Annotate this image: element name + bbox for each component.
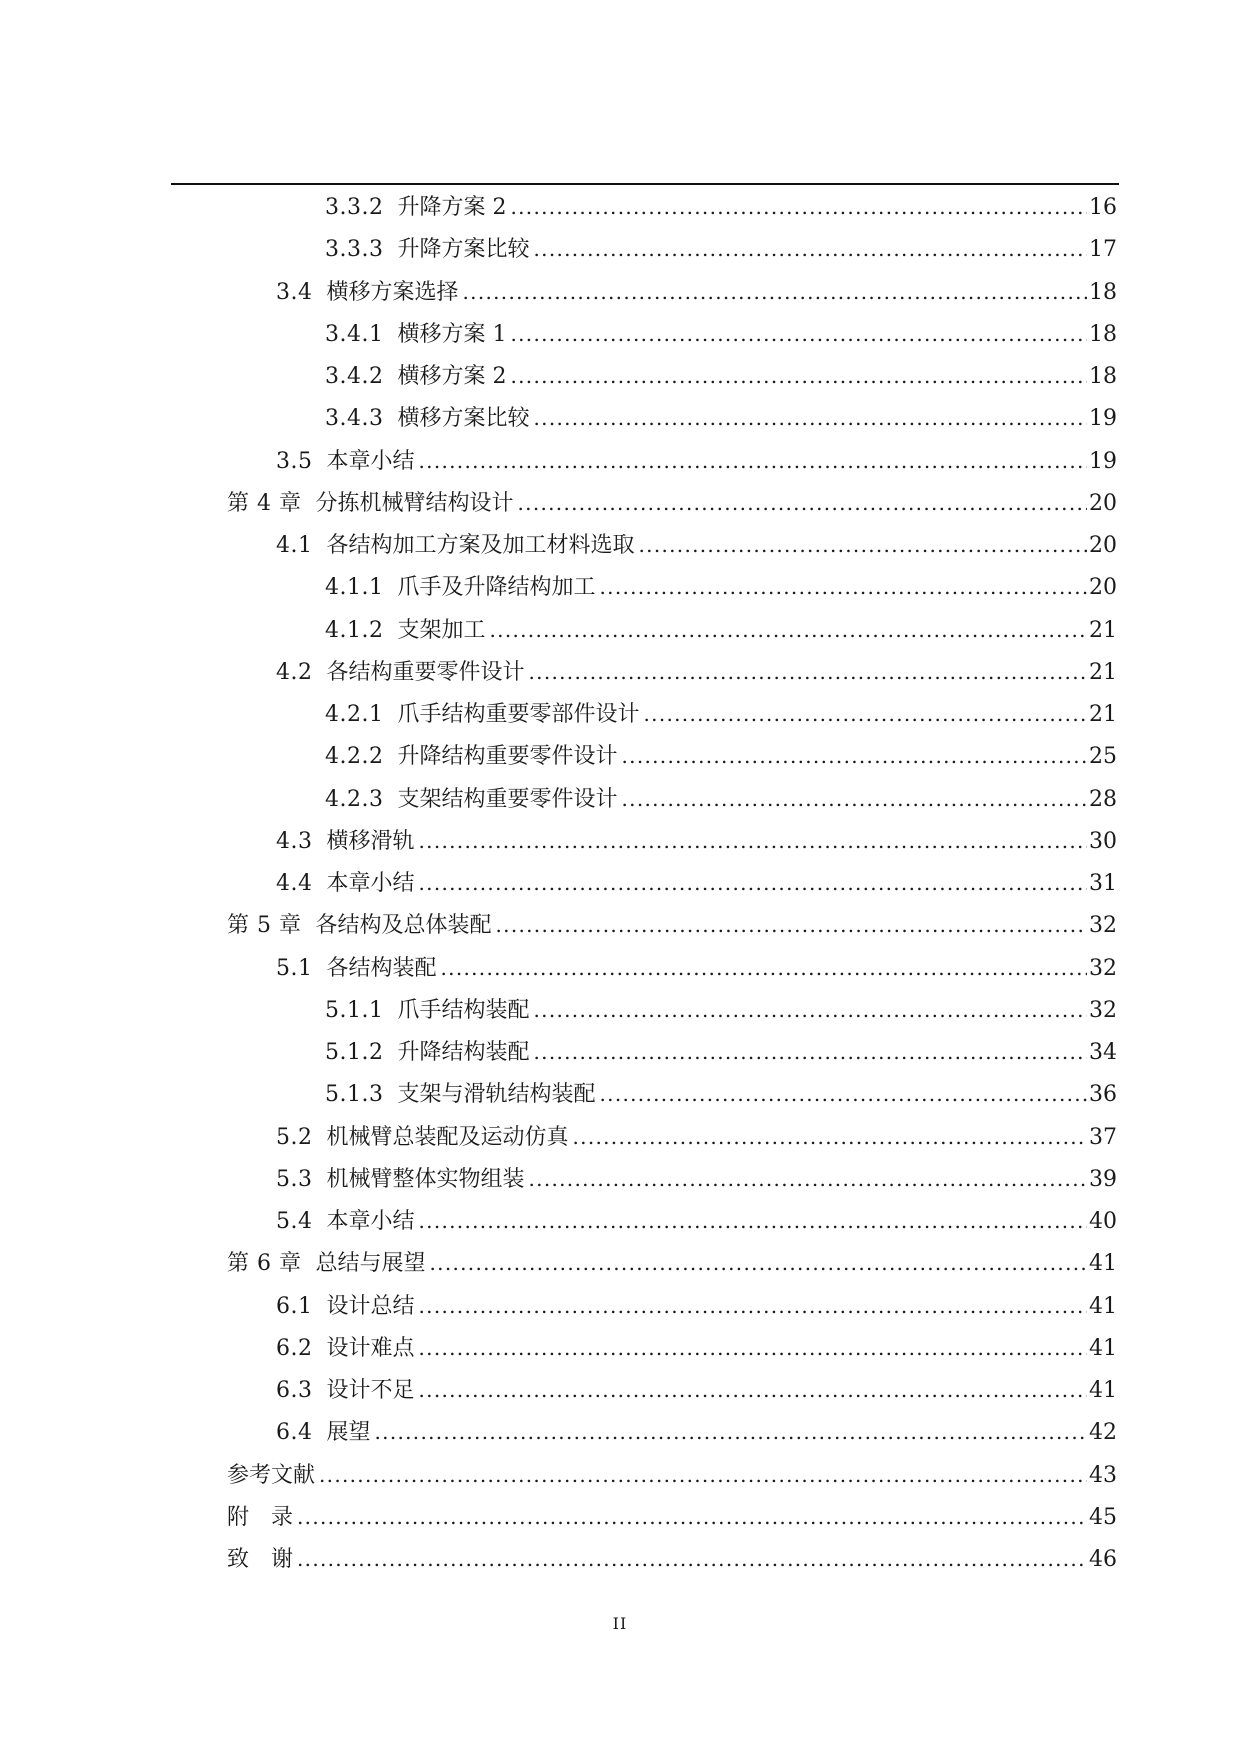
toc-entry-number: 第 4 章 (227, 490, 302, 516)
toc-dot-leader (622, 735, 1088, 777)
toc-dot-leader (419, 1369, 1087, 1411)
toc-entry-page: 21 (1089, 659, 1117, 685)
toc-entry-title: 机械臂整体实物组装 (326, 1166, 525, 1192)
toc-entry-page: 37 (1089, 1124, 1117, 1150)
toc-entry-number: 4.4 (276, 871, 313, 896)
toc-entry-page: 41 (1089, 1378, 1117, 1403)
toc-dot-leader (419, 1285, 1087, 1327)
toc-entry-title: 设计难点 (326, 1335, 415, 1361)
toc-entry-number: 3.4 (276, 279, 313, 305)
toc-entry[interactable] (0, 1538, 1240, 1580)
toc-entry[interactable] (0, 1073, 1240, 1115)
toc-entry-page: 41 (1089, 1251, 1117, 1277)
toc-entry-page: 20 (1089, 575, 1117, 601)
toc-entry-number: 3.3.2 (325, 195, 384, 220)
toc-entry-page: 19 (1089, 406, 1117, 432)
toc-entry-title: 机械臂总装配及运动仿真 (326, 1124, 569, 1150)
toc-entry-page: 40 (1089, 1209, 1117, 1234)
table-of-contents (0, 186, 1240, 1580)
toc-dot-leader (319, 1454, 1087, 1496)
toc-entry-number: 4.1.1 (325, 575, 384, 601)
toc-dot-leader (419, 820, 1087, 862)
toc-dot-leader (375, 1411, 1087, 1453)
toc-entry-title: 本章小结 (326, 448, 415, 474)
toc-entry-page: 18 (1089, 279, 1117, 305)
toc-entry-number: 3.4.2 (325, 364, 384, 389)
footer-page-number: II (612, 1614, 628, 1633)
toc-entry-page: 16 (1089, 195, 1117, 220)
toc-entry-page: 20 (1089, 533, 1117, 558)
toc-entry[interactable] (0, 1496, 1240, 1538)
toc-entry-title: 展望 (326, 1420, 371, 1446)
toc-entry-title: 爪手及升降结构加工 (397, 575, 596, 601)
toc-entry-title: 致 谢 (227, 1547, 294, 1572)
toc-entry-title: 附 录 (227, 1504, 294, 1530)
toc-entry-title: 横移方案 1 (397, 321, 507, 347)
toc-entry[interactable] (0, 862, 1240, 904)
toc-entry[interactable] (0, 1411, 1240, 1453)
toc-entry-number: 3.4.1 (325, 321, 384, 347)
toc-dot-leader (639, 524, 1087, 566)
toc-entry[interactable] (0, 1116, 1240, 1158)
toc-entry-number: 第 6 章 (227, 1251, 302, 1277)
toc-entry-number: 5.1.3 (325, 1082, 384, 1108)
toc-entry-title: 爪手结构重要零部件设计 (397, 702, 640, 727)
toc-entry[interactable] (0, 228, 1240, 270)
toc-entry-title: 设计总结 (326, 1293, 415, 1319)
toc-entry-number: 6.4 (276, 1420, 313, 1446)
toc-entry-number: 4.1 (276, 533, 313, 558)
toc-entry-page: 45 (1089, 1504, 1117, 1530)
toc-entry-page: 28 (1089, 786, 1117, 812)
toc-entry-title: 升降方案 2 (397, 195, 507, 220)
toc-dot-leader (297, 1538, 1087, 1580)
toc-entry-number: 6.1 (276, 1293, 313, 1319)
toc-entry-page: 30 (1089, 828, 1117, 854)
toc-entry-page: 25 (1089, 744, 1117, 770)
toc-entry-title: 横移方案比较 (397, 406, 530, 432)
toc-entry[interactable] (0, 397, 1240, 439)
toc-entry-title: 设计不足 (326, 1378, 415, 1403)
toc-entry-title: 各结构及总体装配 (315, 913, 492, 939)
toc-entry-title: 升降结构重要零件设计 (397, 744, 618, 770)
toc-entry-number: 5.2 (276, 1124, 313, 1150)
toc-entry[interactable] (0, 778, 1240, 820)
toc-entry-title: 本章小结 (326, 871, 415, 896)
toc-entry[interactable] (0, 1158, 1240, 1200)
toc-entry-title: 支架与滑轨结构装配 (397, 1082, 596, 1108)
toc-entry[interactable] (0, 524, 1240, 566)
toc-dot-leader (518, 482, 1088, 524)
toc-dot-leader (419, 440, 1087, 482)
toc-entry-page: 43 (1089, 1462, 1117, 1488)
toc-dot-leader (534, 228, 1088, 270)
toc-entry-title: 各结构重要零件设计 (326, 659, 525, 685)
toc-entry-number: 3.4.3 (325, 406, 384, 432)
toc-dot-leader (600, 1073, 1088, 1115)
toc-dot-leader (419, 1327, 1087, 1369)
toc-entry-page: 39 (1089, 1166, 1117, 1192)
toc-entry[interactable] (0, 1200, 1240, 1242)
toc-entry-title: 总结与展望 (315, 1251, 426, 1277)
toc-entry-number: 3.5 (276, 448, 313, 474)
toc-entry[interactable] (0, 820, 1240, 862)
toc-entry[interactable] (0, 609, 1240, 651)
toc-entry-number: 4.1.2 (325, 617, 384, 643)
toc-entry-page: 32 (1089, 997, 1117, 1023)
toc-entry-title: 支架结构重要零件设计 (397, 786, 618, 812)
toc-entry-number: 4.2.1 (325, 702, 384, 727)
toc-entry-page: 17 (1089, 237, 1117, 263)
toc-dot-leader (297, 1496, 1087, 1538)
toc-entry-title: 升降方案比较 (397, 237, 530, 263)
toc-entry-title: 本章小结 (326, 1209, 415, 1234)
toc-entry-number: 4.2.2 (325, 744, 384, 770)
toc-entry-page: 20 (1089, 490, 1117, 516)
toc-dot-leader (496, 904, 1088, 946)
toc-dot-leader (534, 397, 1088, 439)
toc-dot-leader (419, 862, 1087, 904)
toc-entry-page: 18 (1089, 321, 1117, 347)
toc-dot-leader (510, 186, 1087, 228)
toc-entry[interactable] (0, 313, 1240, 355)
toc-dot-leader (510, 313, 1087, 355)
toc-entry-title: 各结构装配 (326, 955, 437, 981)
toc-entry[interactable] (0, 1327, 1240, 1369)
toc-entry-page: 42 (1089, 1420, 1117, 1446)
toc-entry[interactable] (0, 186, 1240, 228)
toc-entry[interactable] (0, 482, 1240, 524)
toc-entry-page: 21 (1089, 702, 1117, 727)
toc-entry-page: 18 (1089, 364, 1117, 389)
toc-dot-leader (490, 609, 1088, 651)
toc-entry[interactable] (0, 735, 1240, 777)
toc-dot-leader (510, 355, 1087, 397)
toc-dot-leader (600, 566, 1088, 608)
toc-entry[interactable] (0, 693, 1240, 735)
toc-dot-leader (534, 989, 1088, 1031)
toc-entry-page: 34 (1089, 1040, 1117, 1065)
toc-entry-title: 参考文献 (227, 1462, 316, 1488)
toc-entry[interactable] (0, 1031, 1240, 1073)
toc-entry-title: 横移方案 2 (397, 364, 507, 389)
toc-dot-leader (463, 271, 1087, 313)
toc-dot-leader (419, 1200, 1087, 1242)
toc-entry-page: 21 (1089, 617, 1117, 643)
toc-entry-title: 爪手结构装配 (397, 997, 530, 1023)
toc-entry-number: 6.2 (276, 1335, 313, 1361)
toc-entry-title: 分拣机械臂结构设计 (315, 490, 514, 516)
toc-entry[interactable] (0, 904, 1240, 946)
toc-entry[interactable] (0, 1242, 1240, 1284)
toc-entry-page: 36 (1089, 1082, 1117, 1108)
toc-entry-number: 5.1 (276, 955, 313, 981)
toc-entry-title: 横移方案选择 (326, 279, 459, 305)
toc-entry-number: 5.3 (276, 1166, 313, 1192)
toc-dot-leader (441, 947, 1087, 989)
toc-entry-page: 32 (1089, 955, 1117, 981)
toc-entry[interactable] (0, 566, 1240, 608)
toc-dot-leader (534, 1031, 1088, 1073)
toc-entry-number: 4.3 (276, 828, 313, 854)
toc-entry-title: 各结构加工方案及加工材料选取 (326, 533, 635, 558)
toc-entry-number: 4.2 (276, 659, 313, 685)
toc-entry-title: 支架加工 (397, 617, 486, 643)
toc-entry[interactable] (0, 1369, 1240, 1411)
toc-entry-page: 32 (1089, 913, 1117, 939)
toc-entry-page: 19 (1089, 448, 1117, 474)
toc-entry-title: 横移滑轨 (326, 828, 415, 854)
toc-entry[interactable] (0, 1285, 1240, 1327)
toc-entry-number: 3.3.3 (325, 237, 384, 263)
toc-entry-page: 46 (1089, 1547, 1117, 1572)
toc-dot-leader (430, 1242, 1088, 1284)
toc-entry-title: 升降结构装配 (397, 1040, 530, 1065)
toc-dot-leader (529, 1158, 1087, 1200)
toc-entry[interactable] (0, 440, 1240, 482)
toc-entry[interactable] (0, 989, 1240, 1031)
toc-entry[interactable] (0, 651, 1240, 693)
header-rule (171, 183, 1119, 185)
toc-entry-number: 5.4 (276, 1209, 313, 1234)
toc-entry-page: 31 (1089, 871, 1117, 896)
toc-dot-leader (529, 651, 1087, 693)
toc-dot-leader (573, 1116, 1087, 1158)
toc-dot-leader (644, 693, 1088, 735)
toc-entry-number: 第 5 章 (227, 913, 302, 939)
toc-entry-page: 41 (1089, 1335, 1117, 1361)
toc-entry[interactable] (0, 1454, 1240, 1496)
toc-entry-number: 5.1.1 (325, 997, 384, 1023)
toc-entry-number: 4.2.3 (325, 786, 384, 812)
toc-entry[interactable] (0, 271, 1240, 313)
toc-entry-number: 5.1.2 (325, 1040, 384, 1065)
toc-entry-number: 6.3 (276, 1378, 313, 1403)
toc-entry-page: 41 (1089, 1293, 1117, 1319)
toc-entry[interactable] (0, 947, 1240, 989)
toc-entry[interactable] (0, 355, 1240, 397)
toc-dot-leader (622, 778, 1088, 820)
